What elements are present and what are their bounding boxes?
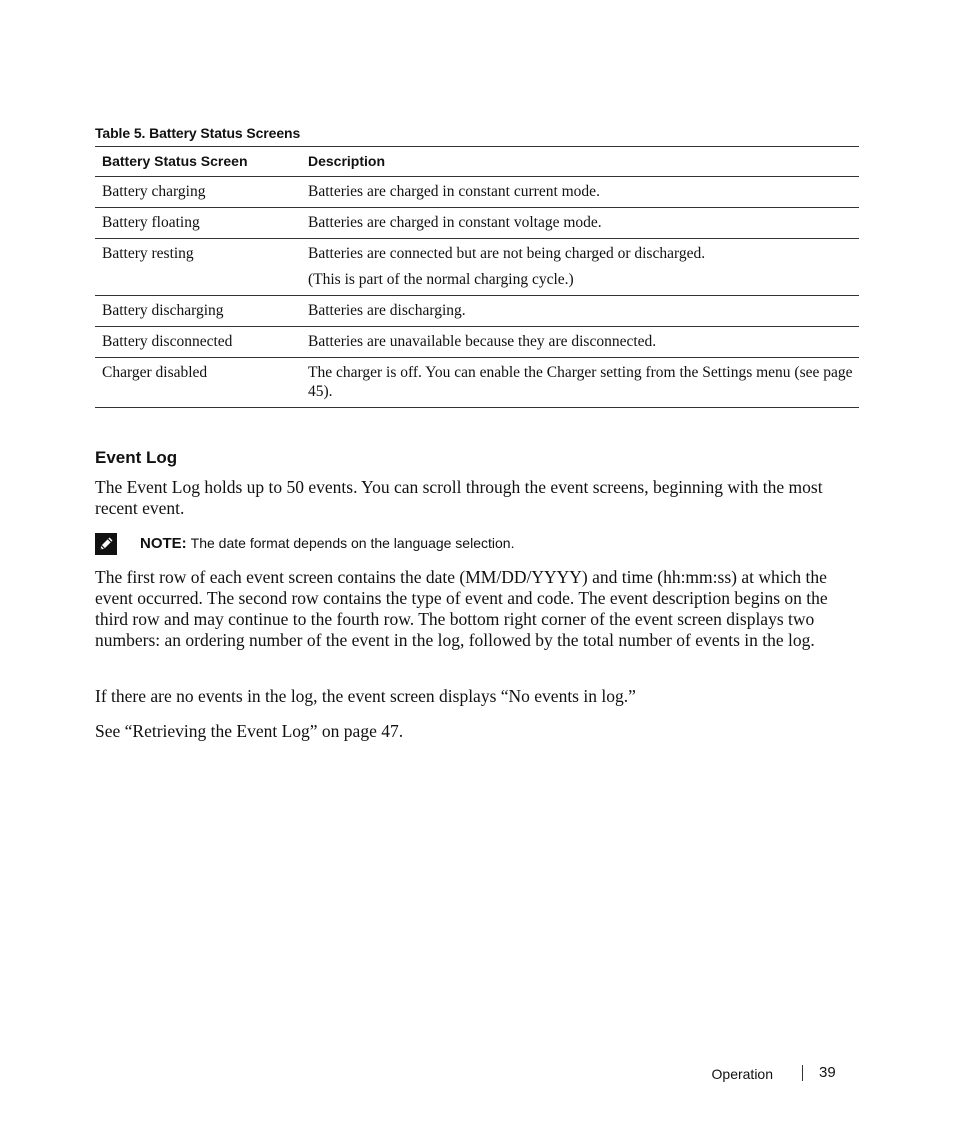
description-cell: [301, 208, 859, 239]
description-cell: [301, 327, 859, 358]
table-row: [95, 239, 859, 296]
status-screen-cell: Battery resting: [95, 239, 301, 296]
status-screen-cell: Battery disconnected: [95, 327, 301, 358]
table-row: [95, 208, 859, 239]
description-text: Batteries are charged in constant voltage mode.: [308, 214, 602, 231]
page-footer: [0, 1064, 954, 1084]
description-cell: [301, 296, 859, 327]
description-cell: [301, 177, 859, 208]
column-header-screen: Battery Status Screen: [95, 147, 301, 177]
description-text: Batteries are unavailable because they are disconnected.: [308, 333, 657, 350]
status-screen-cell: Battery charging: [95, 177, 301, 208]
table-row: [95, 177, 859, 208]
description-text: The charger is off. You can enable the Charger setting from the Settings menu (see page 45).: [308, 364, 853, 400]
status-screen-cell: Charger disabled: [95, 358, 301, 408]
table-header-row: [95, 147, 859, 177]
no-events-paragraph: If there are no events in the log, the event screen displays “No events in log.”: [95, 686, 636, 706]
column-header-description: Description: [301, 147, 859, 177]
footer-section-name: Operation: [711, 1066, 773, 1082]
note-label: NOTE:: [140, 535, 187, 552]
note-text: [140, 535, 514, 552]
battery-status-table: [95, 146, 859, 408]
footer-divider: [802, 1065, 803, 1081]
section-heading: Event Log: [95, 448, 178, 467]
description-cell: [301, 358, 859, 408]
description-text: (This is part of the normal charging cycle.): [308, 271, 574, 288]
description-text: Batteries are discharging.: [308, 302, 466, 319]
description-text: Batteries are charged in constant current mode.: [308, 183, 600, 200]
table-caption: Table 5. Battery Status Screens: [95, 125, 301, 141]
description-cell: [301, 239, 859, 296]
status-screen-cell: Battery floating: [95, 208, 301, 239]
intro-paragraph: The Event Log holds up to 50 events. You can scroll through the event screens, beginning with the most recent event.: [95, 477, 823, 518]
table-row: [95, 358, 859, 408]
status-screen-cell: Battery discharging: [95, 296, 301, 327]
body-paragraph: The first row of each event screen contains the date (MM/DD/YYYY) and time (hh:mm:ss) at which the event occurred. The second row contains the type of event and code. The event description begins on the third row and may continue to the fourth row. The bottom right corner of the event screen displays two numbers: an ordering number of the event in the log, followed by the total number of events in the log.: [95, 567, 828, 650]
pencil-note-icon: [95, 533, 117, 555]
table-row: [95, 327, 859, 358]
note-box: [95, 531, 861, 557]
table-row: [95, 296, 859, 327]
page-number: 39: [819, 1064, 836, 1081]
note-content: The date format depends on the language selection.: [190, 535, 515, 551]
see-also-paragraph: See “Retrieving the Event Log” on page 47.: [95, 721, 404, 741]
description-text: Batteries are connected but are not being charged or discharged.: [308, 245, 706, 262]
